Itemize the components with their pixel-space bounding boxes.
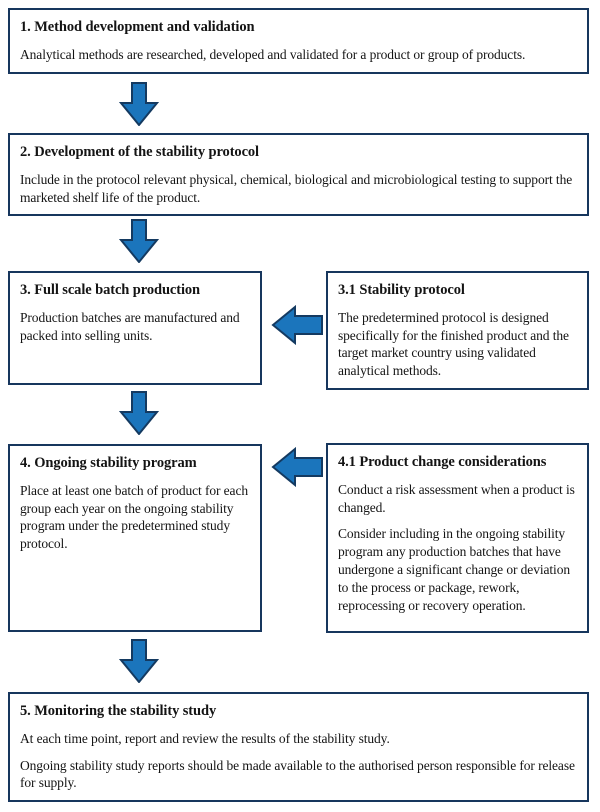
step-1-title: 1. Method development and validation (20, 19, 255, 35)
left-arrow-icon (271, 447, 323, 487)
down-arrow-icon (119, 391, 159, 435)
step-3-title: 3. Full scale batch production (20, 282, 201, 298)
step-2-title: 2. Development of the stability protocol (20, 144, 259, 160)
step-4-1-text-1: Conduct a risk assessment when a product is changed. (338, 481, 575, 515)
step-3-box (8, 271, 262, 385)
step-4-1-title: 4.1 Product change considerations (338, 454, 547, 470)
step-4-1-text-2: Consider including in the ongoing stability program any production batches that have undergone a significant change or deviation to the process or package, rework, reprocessing or recovery operation. (338, 526, 570, 613)
connector-3-to-4 (119, 391, 159, 435)
step-3-1-text: The predetermined protocol is designed specifically for the finished product and the target market country using validated analytical methods. (338, 309, 569, 379)
step-2-box (8, 133, 589, 216)
step-3-1-title: 3.1 Stability protocol (338, 282, 465, 298)
left-arrow-icon (271, 305, 323, 345)
step-1-box (8, 8, 589, 74)
connector-4-1-to-4 (271, 447, 323, 487)
connector-2-to-3 (119, 219, 159, 263)
step-5-title: 5. Monitoring the stability study (20, 703, 217, 719)
step-4-text: Place at least one batch of product for each group each year on the ongoing stability program under the predetermined study protocol. (20, 482, 248, 552)
step-3-1-box (326, 271, 589, 390)
step-3-text: Production batches are manufactured and packed into selling units. (20, 309, 240, 343)
step-4-1-box (326, 443, 589, 633)
connector-3-1-to-3 (271, 305, 323, 345)
step-4-box (8, 444, 262, 632)
step-5-text-1: At each time point, report and review the results of the stability study. (20, 730, 390, 746)
step-4-title: 4. Ongoing stability program (20, 455, 197, 471)
down-arrow-icon (119, 639, 159, 683)
connector-1-to-2 (119, 82, 159, 126)
step-1-text: Analytical methods are researched, developed and validated for a product or group of products. (20, 46, 526, 62)
step-2-text: Include in the protocol relevant physical, chemical, biological and microbiological testing to support the marketed shelf life of the product. (20, 171, 573, 205)
down-arrow-icon (119, 219, 159, 263)
connector-4-to-5 (119, 639, 159, 683)
step-5-box (8, 692, 589, 802)
down-arrow-icon (119, 82, 159, 126)
step-5-text-2: Ongoing stability study reports should be made available to the authorised person responsible for release for supply. (20, 757, 575, 791)
